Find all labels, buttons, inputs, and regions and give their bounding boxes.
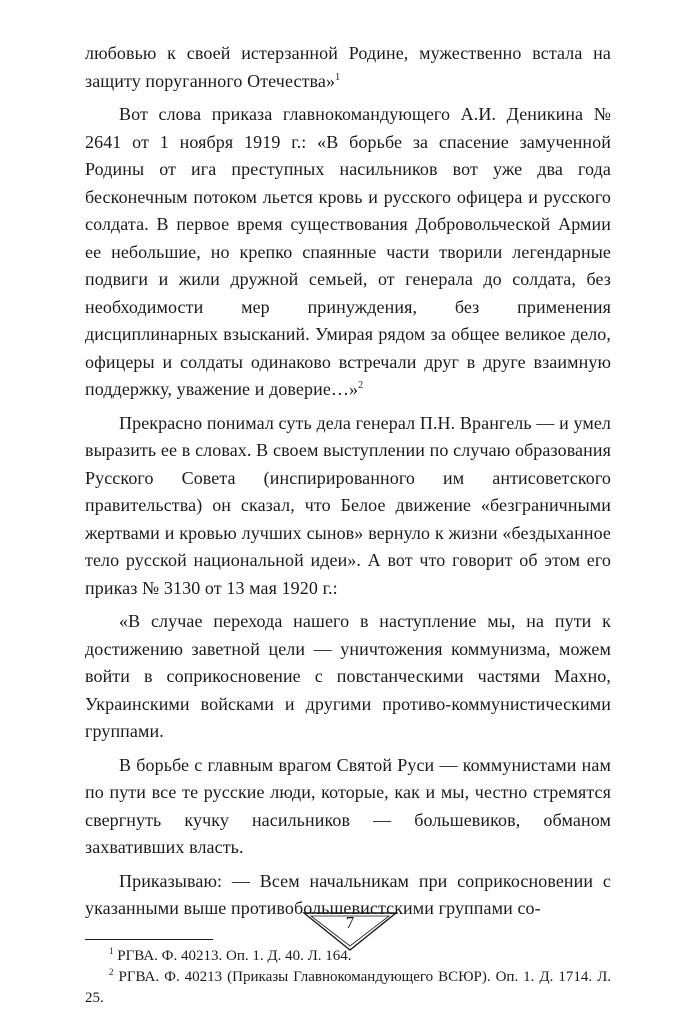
paragraph-continuation: любовью к своей истерзанной Родине, мужественно встала на защиту поруганного Отечества»$^1$ bbox=[85, 43, 611, 91]
paragraph-quote-offensive: «В случае перехода нашего в наступление мы, на пути к достижению заветной цели — уничтожения коммунизма, можем войти в соприкосновение с повстанческими частями Махно, Украинскими войсками и другими противо-коммунистическими группами. bbox=[85, 611, 611, 741]
footnote-ref-1: 1 bbox=[335, 71, 341, 83]
footnote-divider bbox=[85, 939, 213, 940]
footnote-1: $^1$ РГВА. Ф. 40213. Оп. 1. Д. 40. Л. 164. bbox=[109, 945, 352, 964]
page-number-badge bbox=[302, 912, 398, 952]
footnote-2: $^2$ РГВА. Ф. 40213 (Приказы Главнокомандующего ВСЮР). Оп. 1. Д. 1714. Л. 25. bbox=[85, 966, 612, 1006]
main-text bbox=[85, 40, 611, 923]
paragraph-quote-order: Приказываю: — Всем начальникам при соприкосновении с указанными выше противобольшевистскими группами со- bbox=[85, 870, 611, 918]
paragraph-wrangel: Прекрасно понимал суть дела генерал П.Н. Врангель — и умел выразить ее в словах. В своем выступлении по случаю образования Русского Совета (инспирированного им антисоветского правительства) он сказал, что Белое движение «безграничными жертвами и кровью лучших сынов» вернуло к жизни «бездыханное тело русской национальной идеи». А вот что говорит об этом его приказ № 3130 от 13 мая 1920 г.: bbox=[85, 412, 611, 598]
book-page bbox=[85, 40, 611, 1009]
footnote-ref-2: 2 bbox=[358, 380, 364, 391]
paragraph-quote-struggle: В борьбе с главным врагом Святой Руси — коммунистами нам по пути все те русские люди, которые, как и мы, честно стремятся свергнуть кучку насильников — большевиков, обманом захвативших власть. bbox=[85, 754, 611, 857]
page-number: 7 bbox=[345, 913, 355, 932]
paragraph-denikin-order: Вот слова приказа главнокомандующего А.И. Деникина № 2641 от 1 ноября 1919 г.: «В борьбе за спасение замученной Родины от ига преступных насильников вот уже два года бесконечным потоком льется кровь и русского офицера и русского солдата. В первое время существования Добровольческой Армии ее небольшие, но крепко спаянные части творили легендарные подвиги и жили дружной семьей, от генерала до солдата, без необходимости мер принуждения, без применения дисциплинарных взысканий. Умирая рядом за общее великое дело, офицеры и солдаты одинаково встречали друг в друге взаимную поддержку, уважение и доверие…»$^2$ bbox=[85, 104, 611, 399]
